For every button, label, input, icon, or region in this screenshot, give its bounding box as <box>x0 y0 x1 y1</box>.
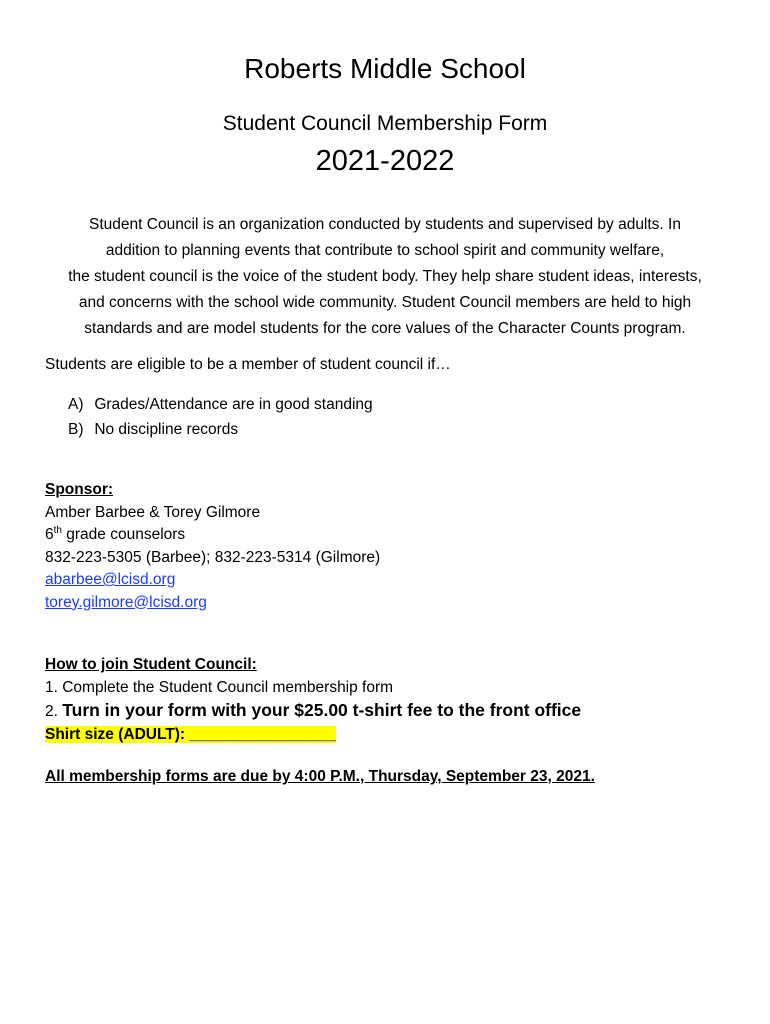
grade-role-text: grade counselors <box>61 526 186 543</box>
school-year: 2021-2022 <box>315 145 455 177</box>
sponsor-names: Amber Barbee & Torey Gilmore <box>45 503 261 521</box>
intro-line: and concerns with the school wide community. Student Council members are held to high <box>78 294 692 311</box>
intro-line: the student council is the voice of the student body. They help share student ideas, interests, <box>68 268 702 285</box>
step-2-number: 2. <box>45 703 63 720</box>
step-2-text: Turn in your form with your $25.00 t-shirt fee to the front office <box>62 700 582 720</box>
shirt-size-field[interactable]: Shirt size (ADULT): _________________ <box>45 725 336 743</box>
eligibility-lead: Students are eligible to be a member of student council if… <box>45 356 451 373</box>
grade-suffix: th <box>53 524 62 536</box>
step-1: 1. Complete the Student Council membership form <box>45 678 394 696</box>
deadline-notice: All membership forms are due by 4:00 P.M., Thursday, September 23, 2021. <box>45 768 595 785</box>
email-link-barbee[interactable]: abarbee@lcisd.org <box>45 571 176 588</box>
step-2 <box>45 699 581 724</box>
how-to-join-section <box>45 654 581 746</box>
criteria-item <box>68 417 373 442</box>
sponsor-section <box>45 479 380 614</box>
criteria-text: Grades/Attendance are in good standing <box>94 396 373 413</box>
form-title: Student Council Membership Form <box>222 112 548 135</box>
sponsor-phones: 832-223-5305 (Barbee); 832-223-5314 (Gilmore) <box>45 548 381 566</box>
grade-number: 6 <box>45 526 54 543</box>
how-to-join-heading: How to join Student Council: <box>45 656 257 673</box>
criteria-item <box>68 392 373 417</box>
sponsor-heading: Sponsor: <box>45 481 114 498</box>
intro-line: Student Council is an organization conducted by students and supervised by adults. In <box>89 216 681 233</box>
school-name: Roberts Middle School <box>244 53 526 84</box>
criteria-letter: A) <box>68 396 84 413</box>
intro-line: addition to planning events that contribute to school spirit and community welfare, <box>105 242 665 259</box>
sponsor-role <box>45 524 380 547</box>
intro-paragraph <box>0 212 770 342</box>
eligibility-criteria-list <box>68 392 373 442</box>
criteria-letter: B) <box>68 421 84 438</box>
intro-line: standards and are model students for the core values of the Character Counts program. <box>84 320 686 337</box>
email-link-gilmore[interactable]: torey.gilmore@lcisd.org <box>45 593 207 611</box>
criteria-text: No discipline records <box>94 421 239 438</box>
